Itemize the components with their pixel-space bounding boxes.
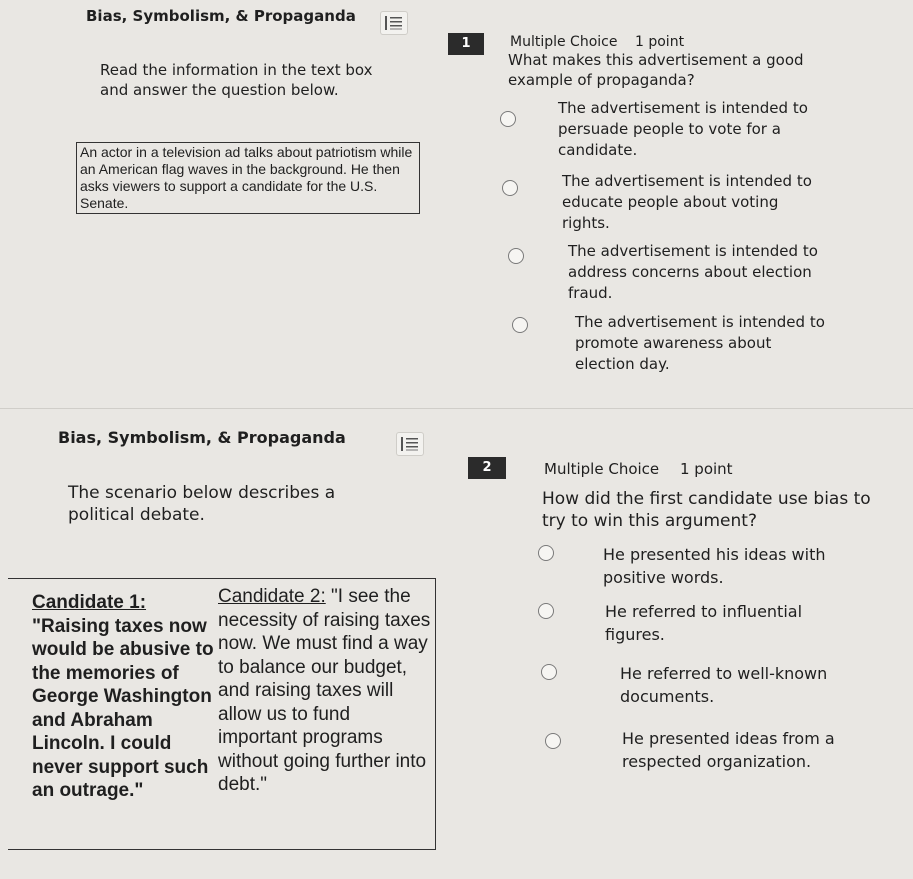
scenario-box [8, 578, 436, 850]
option-radio-3[interactable] [508, 248, 524, 264]
candidate-1-text: "Raising taxes now would be abusive to the memories of George Washington and Abraham Lincoln. I could never support such an outrage." [32, 615, 214, 801]
option-label-3[interactable]: The advertisement is intended to address concerns about election fraud. [568, 242, 818, 302]
option-radio-4[interactable] [512, 317, 528, 333]
option-radio-2[interactable] [502, 180, 518, 196]
question-points: 1 point [635, 34, 685, 50]
section-title: Bias, Symbolism, & Propaganda [86, 7, 356, 25]
list-icon-glyph [401, 437, 419, 451]
option-radio-2[interactable] [538, 603, 554, 619]
option-label-2[interactable]: The advertisement is intended to educate people about voting rights. [562, 172, 812, 232]
question-points: 1 point [680, 460, 733, 478]
candidate-2-text: "I see the necessity of raising taxes now. We must find a way to balance our budget, and raising taxes will allow us to fund important programs without going further into debt." [218, 586, 431, 795]
question-text: What makes this advertisement a good example of propaganda? [508, 51, 804, 89]
section-title: Bias, Symbolism, & Propaganda [58, 428, 346, 447]
candidate-1-quote [32, 591, 222, 803]
section-divider [0, 408, 913, 409]
candidate-2-quote [218, 585, 433, 797]
option-label-4[interactable]: He presented ideas from a respected organization. [622, 729, 835, 771]
option-label-2[interactable]: He referred to influential figures. [605, 602, 803, 644]
instructions: The scenario below describes a political debate. [68, 483, 336, 525]
candidate-1-label: Candidate 1: [32, 592, 147, 613]
list-icon[interactable] [380, 11, 408, 35]
passage-box: An actor in a television ad talks about patriotism while an American flag waves in the background. He then asks viewers to support a candidate for the U.S. Senate. [76, 142, 420, 214]
option-radio-1[interactable] [538, 545, 554, 561]
option-label-3[interactable]: He referred to well-known documents. [620, 664, 828, 706]
list-icon[interactable] [396, 432, 424, 456]
instructions: Read the information in the text box and answer the question below. [100, 61, 373, 99]
question-type: Multiple Choice [510, 34, 618, 50]
question-text: How did the first candidate use bias to try to win this argument? [542, 489, 871, 531]
question-type: Multiple Choice [544, 460, 660, 478]
option-label-1[interactable]: The advertisement is intended to persuade people to vote for a candidate. [558, 99, 808, 159]
option-radio-4[interactable] [545, 733, 561, 749]
question-number: 2 [468, 457, 506, 479]
option-label-4[interactable]: The advertisement is intended to promote awareness about election day. [575, 313, 825, 373]
option-label-1[interactable]: He presented his ideas with positive words. [603, 545, 826, 587]
candidate-2-label: Candidate 2: [218, 586, 326, 607]
option-radio-1[interactable] [500, 111, 516, 127]
option-radio-3[interactable] [541, 664, 557, 680]
list-icon-glyph [385, 16, 403, 30]
question-number: 1 [448, 33, 484, 55]
